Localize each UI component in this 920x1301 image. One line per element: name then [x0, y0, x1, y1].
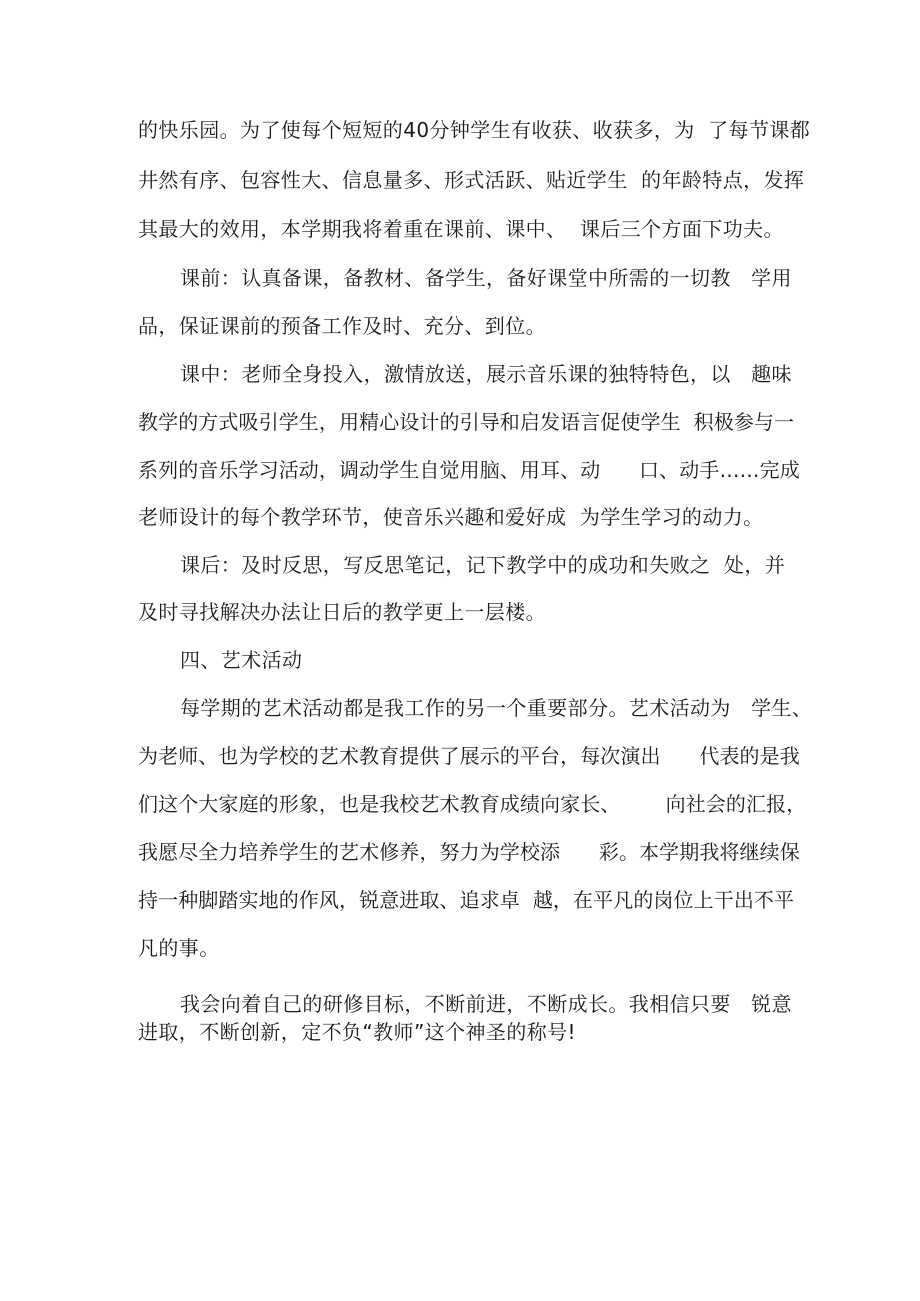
text-line: 的快乐园。为了使每个短短的40分钟学生有收获、收获多，为 了每节课都	[138, 118, 811, 142]
text-line: 我会向着自己的研修目标，不断前进，不断成长。我相信只要 锐意	[180, 992, 792, 1016]
text-line: 其最大的效用，本学期我将着重在课前、课中、 课后三个方面下功夫。	[138, 217, 784, 241]
text-line: 们这个大家庭的形象，也是我校艺术教育成绩向家长、 向社会的汇报，	[138, 792, 807, 816]
text-line: 进取，不断创新，定不负“教师”这个神圣的称号!	[138, 1020, 576, 1044]
text-line: 课中：老师全身投入，激情放送，展示音乐课的独特特色，以 趣味	[180, 362, 792, 386]
text-line: 及时寻找解决办法让日后的教学更上一层楼。	[138, 600, 546, 624]
text-line: 教学的方式吸引学生，用精心设计的引导和启发语言促使学生 积极参与一	[138, 410, 795, 434]
text-line: 持一种脚踏实地的作风，锐意进取、追求卓 越，在平凡的岗位上干出不平	[138, 888, 795, 912]
text-line: 课后：及时反思，写反思笔记，记下教学中的成功和失败之 处，并	[180, 553, 786, 577]
text-line: 为老师、也为学校的艺术教育提供了展示的平台，每次演出 代表的是我	[138, 744, 800, 768]
text-line: 我愿尽全力培养学生的艺术修养，努力为学校添 彩。本学期我将继续保	[138, 840, 800, 864]
section-heading: 四、艺术活动	[180, 648, 303, 672]
text-line: 每学期的艺术活动都是我工作的另一个重要部分。艺术活动为 学生、	[180, 696, 813, 720]
text-line: 老师设计的每个教学环节，使音乐兴趣和爱好成 为学生学习的动力。	[138, 505, 764, 529]
text-line: 课前：认真备课，备教材、备学生，备好课堂中所需的一切教 学用	[180, 266, 792, 290]
text-line: 系列的音乐学习活动，调动学生自觉用脑、用耳、动 口、动手……完成	[138, 458, 800, 482]
text-line: 品，保证课前的预备工作及时、充分、到位。	[138, 314, 546, 338]
text-line: 凡的事。	[138, 936, 220, 960]
text-line: 井然有序、包容性大、信息量多、形式活跃、贴近学生 的年龄特点，发挥	[138, 168, 805, 192]
